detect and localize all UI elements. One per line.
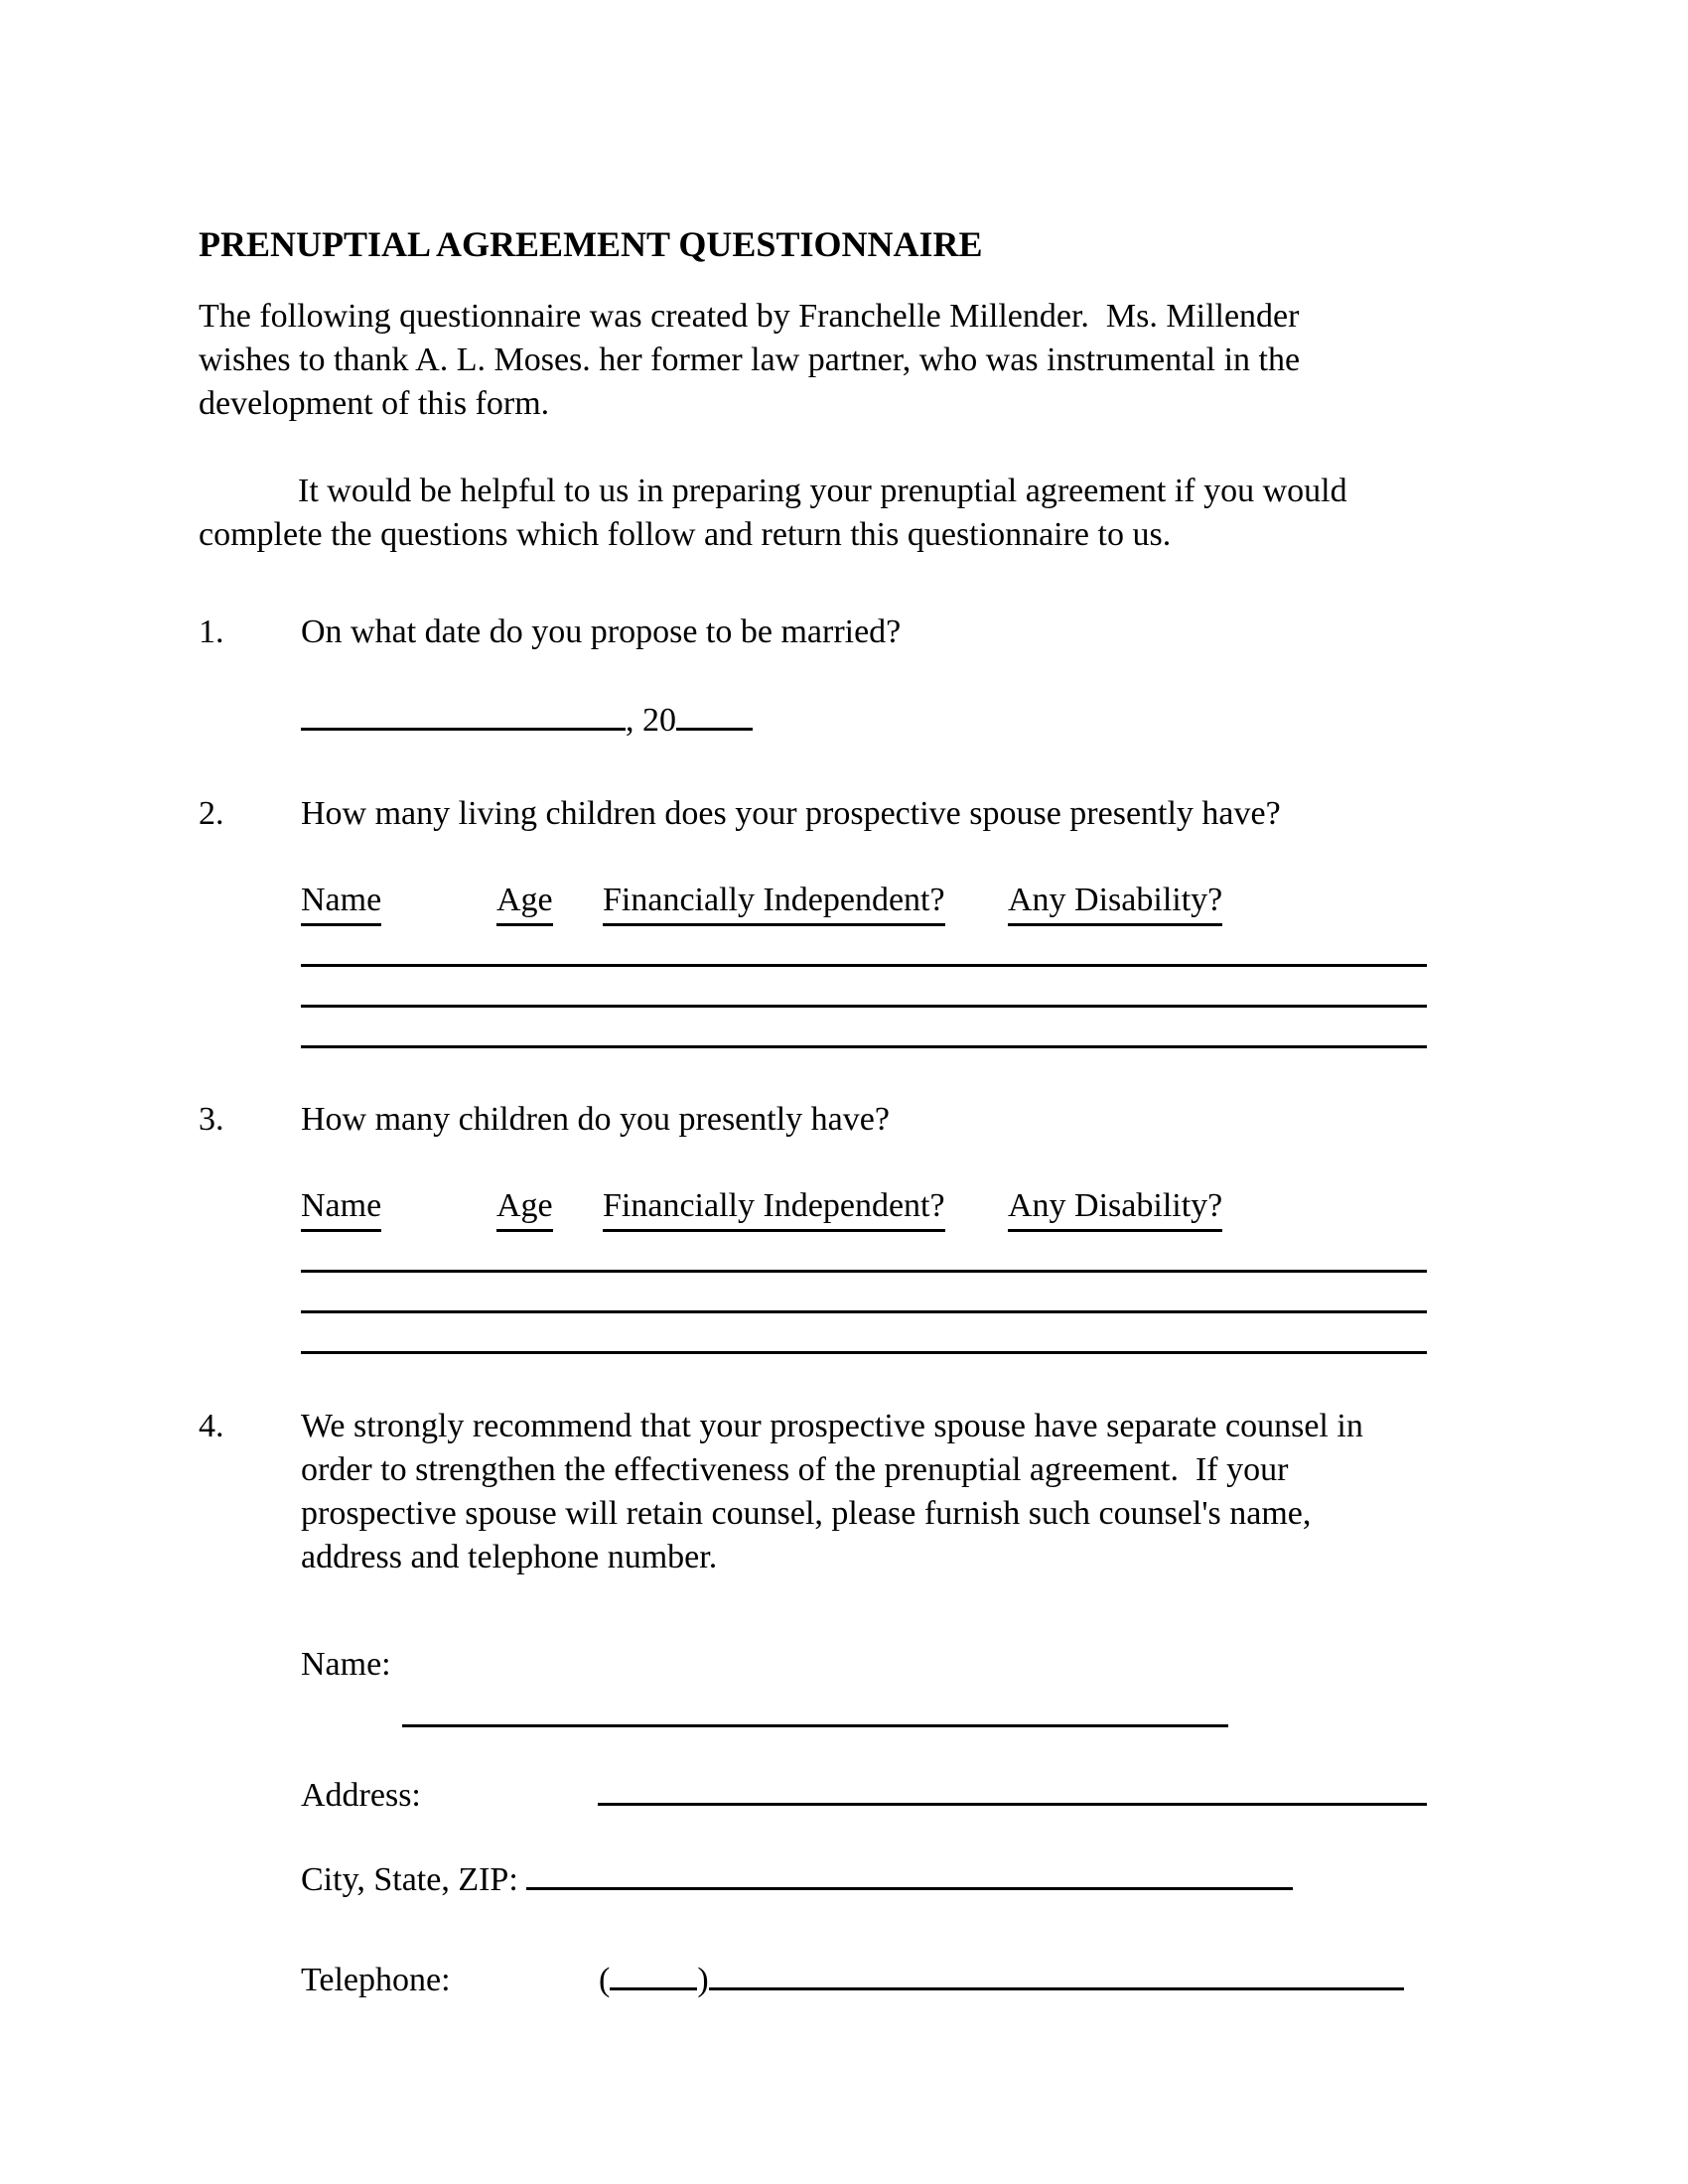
header-age: Age: [496, 1184, 553, 1232]
year-blank-line: [676, 694, 753, 731]
answer-blank-line: [301, 1232, 1427, 1273]
question-2: [199, 792, 1489, 836]
paragraph-line: complete the questions which follow and return this questionnaire to us.: [199, 516, 1172, 553]
question-3-table-header: [301, 1184, 1489, 1228]
page-title: PRENUPTIAL AGREEMENT QUESTIONNAIRE: [199, 224, 983, 264]
question-4-text: [301, 1405, 1489, 1579]
name-blank-line: [402, 1687, 1228, 1727]
helper-paragraph: [199, 470, 1489, 557]
header-financially-independent: Financially Independent?: [603, 1184, 945, 1232]
date-answer-mid-text: , 20: [626, 702, 676, 739]
paragraph-line: It would be helpful to us in preparing your prenuptial agreement if you would: [298, 473, 1347, 509]
paragraph-line: We strongly recommend that your prospective spouse have separate counsel in: [301, 1408, 1363, 1444]
header-age: Age: [496, 879, 553, 926]
answer-blank-line: [301, 1008, 1427, 1048]
header-any-disability: Any Disability?: [1008, 1184, 1222, 1232]
question-2-number: 2.: [199, 795, 224, 832]
question-3-number: 3.: [199, 1101, 224, 1138]
question-1-text: On what date do you propose to be married?: [301, 614, 902, 650]
paragraph-line: prospective spouse will retain counsel, please furnish such counsel's name,: [301, 1495, 1312, 1532]
question-1: [199, 611, 1489, 654]
question-4: [199, 1405, 1489, 1579]
paragraph-line: The following questionnaire was created by Franchelle Millender. Ms. Millender: [199, 298, 1300, 335]
paragraph-line: order to strengthen the effectiveness of the prenuptial agreement. If your: [301, 1451, 1289, 1488]
field-row-address: [301, 1769, 1489, 1818]
phone-number-blank-line: [709, 1954, 1404, 1990]
header-name: Name: [301, 879, 381, 926]
header-financially-independent: Financially Independent?: [603, 879, 945, 926]
answer-blank-line: [301, 1273, 1427, 1313]
phone-close-paren: ): [697, 1962, 709, 1998]
header-any-disability: Any Disability?: [1008, 879, 1222, 926]
phone-open-paren: (: [599, 1962, 611, 1998]
area-code-blank-line: [610, 1954, 697, 1990]
city-state-zip-blank-line: [526, 1853, 1293, 1890]
paragraph-line: wishes to thank A. L. Moses. her former law partner, who was instrumental in the: [199, 341, 1301, 378]
field-label-name: Name:: [301, 1646, 391, 1683]
question-4-number: 4.: [199, 1408, 224, 1444]
intro-paragraph: [199, 295, 1489, 426]
field-label-address: Address:: [301, 1777, 421, 1814]
question-2-table-header: [301, 879, 1489, 922]
question-3-text: How many children do you presently have?: [301, 1101, 890, 1138]
question-1-answer-row: [301, 694, 1489, 743]
field-label-city-state-zip: City, State, ZIP:: [301, 1861, 527, 1898]
answer-blank-line: [301, 1313, 1427, 1354]
answer-blank-line: [301, 926, 1427, 967]
date-blank-line: [301, 694, 626, 731]
paragraph-line: development of this form.: [199, 385, 550, 422]
address-blank-line: [598, 1769, 1427, 1806]
question-2-text: How many living children does your prospective spouse presently have?: [301, 795, 1281, 832]
header-name: Name: [301, 1184, 381, 1232]
paragraph-line: address and telephone number.: [301, 1539, 718, 1575]
field-label-telephone: Telephone:: [301, 1962, 451, 1998]
question-1-number: 1.: [199, 614, 224, 650]
question-3: [199, 1098, 1489, 1142]
field-row-city-state-zip: [301, 1853, 1489, 1902]
answer-blank-line: [301, 967, 1427, 1008]
field-row-telephone: [301, 1954, 1489, 2002]
